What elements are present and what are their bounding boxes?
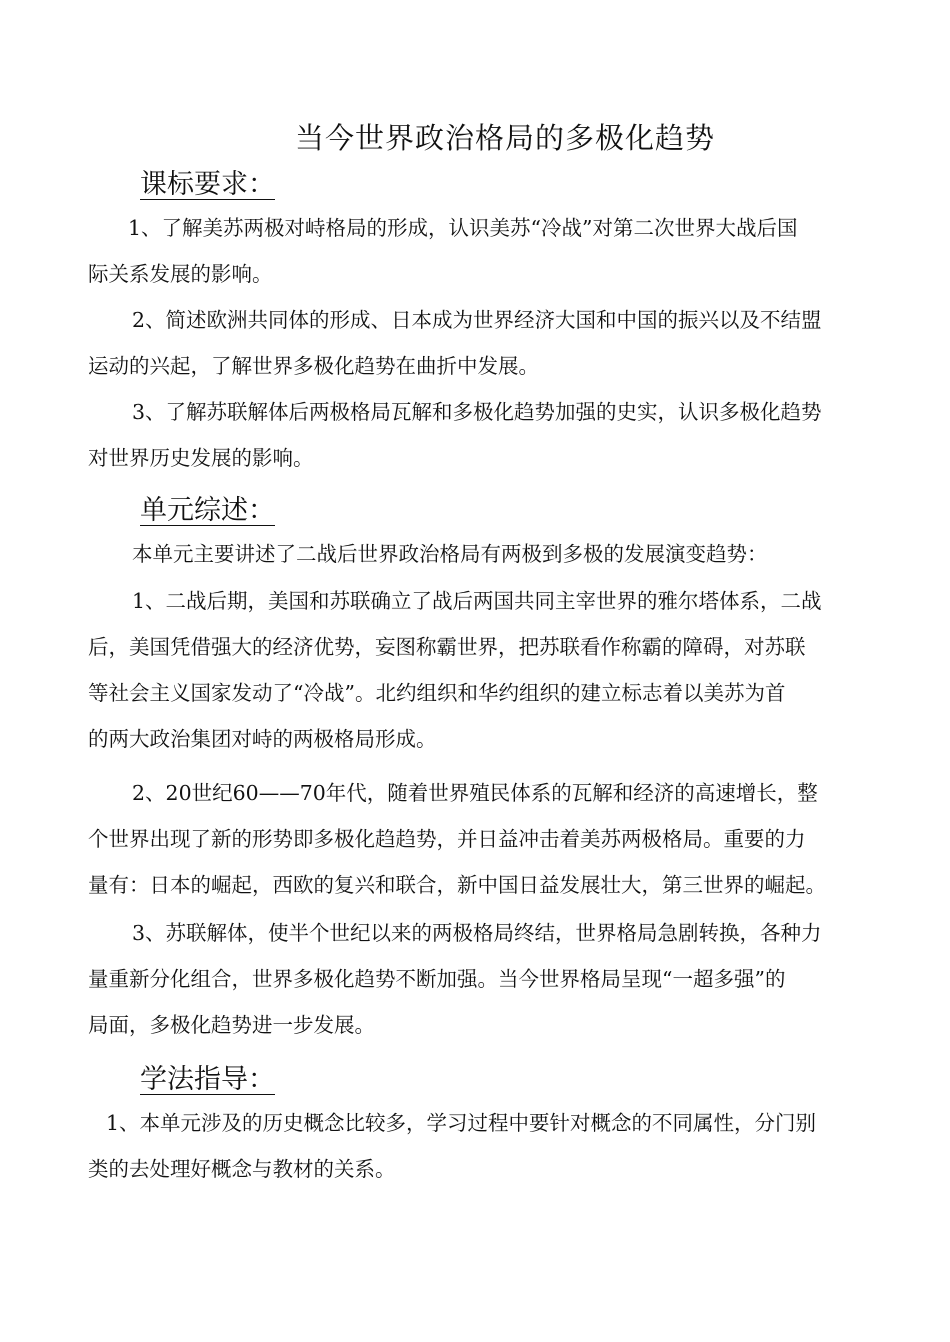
paragraph-study-method-1 — [88, 1100, 860, 1192]
section-heading-study-method: 学法指导： — [140, 1064, 275, 1095]
paragraph-line: 的两大政治集团对峙的两极格局形成。 — [88, 727, 437, 751]
paragraph-line: 3、了解苏联解体后两极格局瓦解和多极化趋势加强的史实，认识多极化趋势 — [132, 400, 822, 424]
section-heading-unit-overview: 单元综述： — [140, 495, 275, 526]
paragraph-line: 1、本单元涉及的历史概念比较多，学习过程中要针对概念的不同属性，分门别 — [106, 1111, 817, 1135]
paragraph-line: 类的去处理好概念与教材的关系。 — [88, 1157, 396, 1181]
paragraph-line: 量有：日本的崛起，西欧的复兴和联合，新中国日益发展壮大，第三世界的崛起。 — [88, 873, 826, 897]
paragraph-line: 1、了解美苏两极对峙格局的形成，认识美苏“冷战”对第二次世界大战后国 — [128, 216, 798, 240]
paragraph-overview-1 — [88, 578, 860, 762]
paragraph-line: 个世界出现了新的形势即多极化趋趋势，并日益冲击着美苏两极格局。重要的力 — [88, 827, 806, 851]
paragraph-overview-3 — [88, 910, 860, 1048]
paragraph-line: 2、20世纪60——70年代，随着世界殖民体系的瓦解和经济的高速增长，整 — [132, 781, 818, 805]
paragraph-line: 1、二战后期，美国和苏联确立了战后两国共同主宰世界的雅尔塔体系，二战 — [132, 589, 822, 613]
paragraph-curriculum-3 — [88, 389, 860, 481]
paragraph-overview-2 — [88, 770, 860, 908]
paragraph-line: 本单元主要讲述了二战后世界政治格局有两极到多极的发展演变趋势： — [132, 542, 768, 566]
paragraph-line: 3、苏联解体，使半个世纪以来的两极格局终结，世界格局急剧转换，各种力 — [132, 921, 822, 945]
paragraph-overview-intro — [88, 531, 860, 577]
paragraph-line: 际关系发展的影响。 — [88, 262, 273, 286]
paragraph-line: 2、简述欧洲共同体的形成、日本成为世界经济大国和中国的振兴以及不结盟 — [132, 308, 822, 332]
paragraph-curriculum-2 — [88, 297, 860, 389]
paragraph-line: 等社会主义国家发动了“冷战”。北约组织和华约组织的建立标志着以美苏为首 — [88, 681, 786, 705]
paragraph-line: 后，美国凭借强大的经济优势，妄图称霸世界，把苏联看作称霸的障碍，对苏联 — [88, 635, 806, 659]
paragraph-line: 量重新分化组合，世界多极化趋势不断加强。当今世界格局呈现“一超多强”的 — [88, 967, 786, 991]
page-title: 当今世界政治格局的多极化趋势 — [294, 121, 715, 155]
paragraph-curriculum-1 — [88, 205, 860, 297]
paragraph-line: 对世界历史发展的影响。 — [88, 446, 314, 470]
paragraph-line: 局面，多极化趋势进一步发展。 — [88, 1013, 375, 1037]
section-heading-curriculum: 课标要求： — [140, 169, 275, 200]
paragraph-line: 运动的兴起，了解世界多极化趋势在曲折中发展。 — [88, 354, 539, 378]
